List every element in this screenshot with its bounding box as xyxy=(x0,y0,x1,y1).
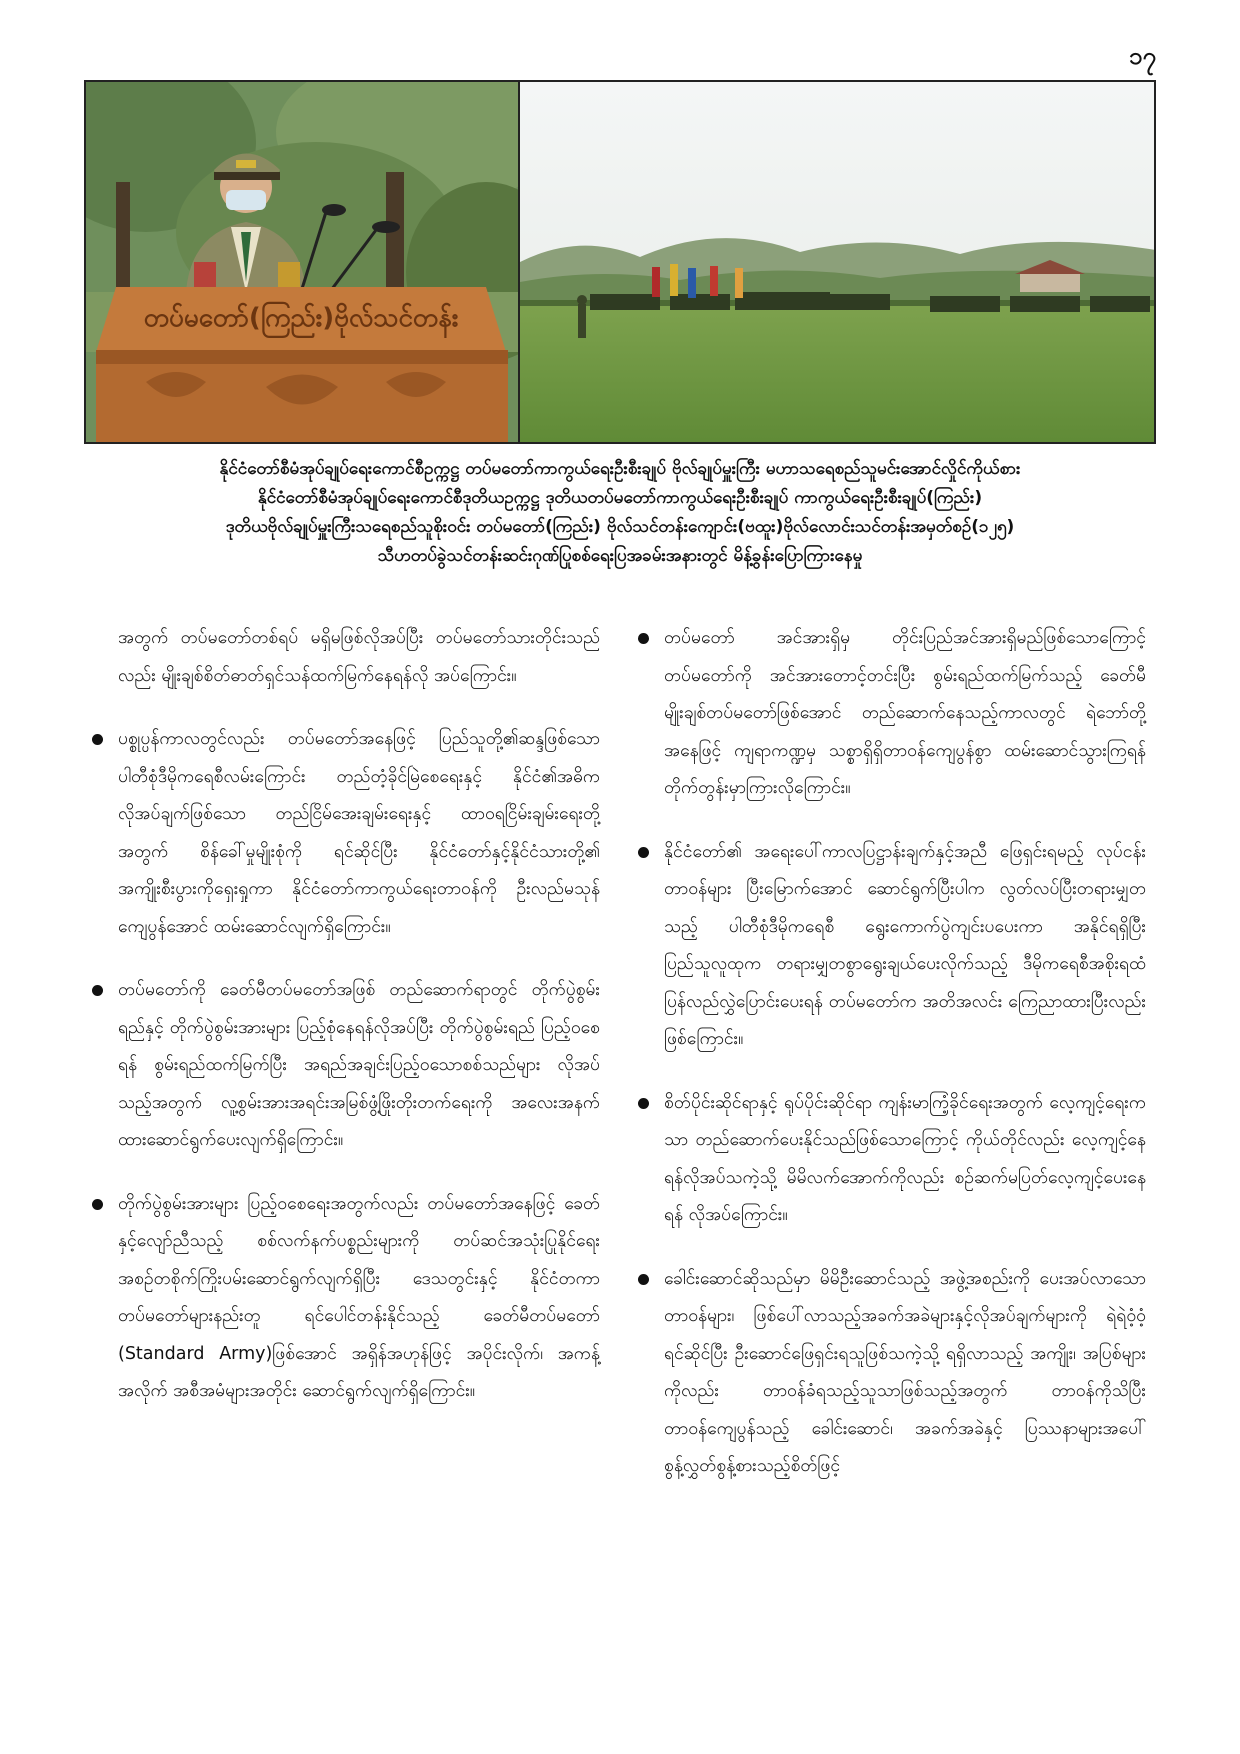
bullet-dot-icon xyxy=(638,847,649,858)
parade-photo xyxy=(518,82,1154,442)
bullet-dot-icon xyxy=(638,633,649,644)
bullet-text: နိုင်ငံတော်၏ အရေးပေါ်ကာလပြဋ္ဌာန်းချက်နှင့်အညီ ဖြေရှင်းရမည့် လုပ်ငန်းတာဝန်များ ပြီးမြောက်အောင် ဆောင်ရွက်ပြီးပါက လွတ်လပ်ပြီးတရားမျှတသည့် ပါတီစုံဒီမိုကရေစီ ရွေးကောက်ပွဲကျင်းပပေးကာ အနိုင်ရရှိပြီး ပြည်သူလူထုက တရားမျှတစွာရွေးချယ်ပေးလိုက်သည့် ဒီမိုကရေစီအစိုးရထံ ပြန်လည်လွှဲပြောင်းပေးရန် တပ်မတော်က အတိအလင်း ကြေညာထားပြီးလည်း ဖြစ်ကြောင်း။ xyxy=(664,841,1146,1049)
podium-inscription: တပ်မတော်(ကြည်း)ဗိုလ်သင်တန်း xyxy=(143,303,459,333)
bullet-dot-icon xyxy=(638,1274,649,1285)
bullet-text: တပ်မတော် အင်အားရှိမှ တိုင်းပြည်အင်အားရှိမည်ဖြစ်သောကြောင့် တပ်မတော်ကို အင်အားတောင့်တင်းပြီး စွမ်းရည်ထက်မြက်သည့် ခေတ်မီမျိုးချစ်တပ်မတော်ဖြစ်အောင် တည်ဆောက်နေသည့်ကာလတွင် ရဲဘော်တို့အနေဖြင့် ကျရာကဏ္ဍမှ သစ္စာရှိရှိတာဝန်ကျေပွန်စွာ ထမ်းဆောင်သွားကြရန် တိုက်တွန်းမှာကြားလိုကြောင်း။ xyxy=(664,628,1146,798)
left-column xyxy=(90,620,600,1437)
caption-line: ဒုတိယဗိုလ်ချုပ်မှူးကြီးသရေစည်သူစိုးဝင်း တပ်မတော်(ကြည်း) ဗိုလ်သင်တန်းကျောင်း(ဗထူး)ဗိုလ်လောင်းသင်တန်းအမှတ်စဉ်(၁၂၅) xyxy=(225,517,1015,537)
bullet-text: စိတ်ပိုင်းဆိုင်ရာနှင့် ရုပ်ပိုင်းဆိုင်ရာ ကျန်းမာကြံ့ခိုင်ရေးအတွက် လေ့ကျင့်ရေးကသာ တည်ဆောက်ပေးနိုင်သည်ဖြစ်သောကြောင့် ကိုယ်တိုင်လည်း လေ့ကျင့်နေရန်လိုအပ်သကဲ့သို့ မိမိလက်အောက်ကိုလည်း စဉ်ဆက်မပြတ်လေ့ကျင့်ပေးနေရန် လိုအပ်ကြောင်း။ xyxy=(664,1092,1146,1225)
bullet-text: ပစ္စုပ္ပန်ကာလတွင်လည်း တပ်မတော်အနေဖြင့် ပြည်သူတို့၏ဆန္ဒဖြစ်သော ပါတီစုံဒီမိုကရေစီလမ်းကြောင်း တည်တံ့ခိုင်မြဲစေရေးနှင့် နိုင်ငံ၏အဓိကလိုအပ်ချက်ဖြစ်သော တည်ငြိမ်အေးချမ်းရေးနှင့် ထာဝရငြိမ်းချမ်းရေးတို့အတွက် စိန်ခေါ်မှုမျိုးစုံကို ရင်ဆိုင်ပြီး နိုင်ငံတော်နှင့်နိုင်ငံသားတို့၏ အကျိုးစီးပွားကိုရှေးရှုကာ နိုင်ငံတော်ကာကွယ်ရေးတာဝန်ကို ဦးလည်မသုန်ကျေပွန်အောင် ထမ်းဆောင်လျက်ရှိကြောင်း။ xyxy=(118,729,600,937)
speaker-photo xyxy=(86,82,518,442)
bullet-dot-icon xyxy=(92,734,103,745)
bullet-text: ခေါင်းဆောင်ဆိုသည်မှာ မိမိဦးဆောင်သည့် အဖွဲ့အစည်းကို ပေးအပ်လာသောတာဝန်များ၊ ဖြစ်ပေါ်လာသည့်အခက်အခဲများနှင့်လိုအပ်ချက်များကို ရဲရဲဝံ့ဝံ့ရင်ဆိုင်ပြီး ဦးဆောင်ဖြေရှင်းရသူဖြစ်သကဲ့သို့ ရရှိလာသည့် အကျိုး၊ အပြစ်များကိုလည်း တာဝန်ခံရသည့်သူသာဖြစ်သည့်အတွက် တာဝန်ကိုသိပြီး တာဝန်ကျေပွန်သည့် ခေါင်းဆောင်၊ အခက်အခဲနှင့် ပြဿနာများအပေါ် စွန့်လွှတ်စွန့်စားသည့်စိတ်ဖြင့် xyxy=(664,1268,1146,1476)
photo-panel xyxy=(84,80,1156,444)
bullet-item xyxy=(636,620,1146,808)
bullet-item xyxy=(90,1186,600,1411)
bullet-dot-icon xyxy=(92,1199,103,1210)
bullet-text: တပ်မတော်ကို ခေတ်မီတပ်မတော်အဖြစ် တည်ဆောက်ရာတွင် တိုက်ပွဲစွမ်းရည်နှင့် တိုက်ပွဲစွမ်းအားများ ပြည့်စုံနေရန်လိုအပ်ပြီး တိုက်ပွဲစွမ်းရည် ပြည့်ဝစေရန် စွမ်းရည်ထက်မြက်ပြီး အရည်အချင်းပြည့်ဝသောစစ်သည်များ လိုအပ်သည့်အတွက် လူ့စွမ်းအားအရင်းအမြစ်ဖွံ့ဖြိုးတိုးတက်ရေးကို အလေးအနက်ထားဆောင်ရွက်ပေးလျက်ရှိကြောင်း။ xyxy=(118,980,600,1150)
bullet-item xyxy=(636,834,1146,1059)
bullet-item xyxy=(90,721,600,946)
bullet-item xyxy=(636,1261,1146,1486)
paragraph-continuation: အတွက် တပ်မတော်တစ်ရပ် မရှိမဖြစ်လိုအပ်ပြီး တပ်မတော်သားတိုင်းသည်လည်း မျိုးချစ်စိတ်ဓာတ်ရှင်သန်ထက်မြက်နေရန်လို အပ်ကြောင်း။ xyxy=(118,628,600,686)
caption-line: သီဟတပ်ခွဲသင်တန်းဆင်းဂုဏ်ပြုစစ်ရေးပြအခမ်းအနားတွင် မိန့်ခွန်းပြောကြားနေမှု xyxy=(377,546,863,566)
bullet-item xyxy=(90,972,600,1160)
caption-line: နိုင်ငံတော်စီမံအုပ်ချုပ်ရေးကောင်စီဒုတိယဥက္ကဋ္ဌ ဒုတိယတပ်မတော်ကာကွယ်ရေးဦးစီးချုပ် ကာကွယ်ရေးဦးစီးချုပ်(ကြည်း) xyxy=(257,488,983,508)
bullet-item xyxy=(636,1085,1146,1235)
page-number: ၁၇ xyxy=(1129,42,1156,70)
bullet-text: တိုက်ပွဲစွမ်းအားများ ပြည့်ဝစေရေးအတွက်လည်း တပ်မတော်အနေဖြင့် ခေတ်နှင့်လျော်ညီသည့် စစ်လက်နက်ပစ္စည်းများကို တပ်ဆင်အသုံးပြုနိုင်ရေး အစဉ်တစိုက်ကြိုးပမ်းဆောင်ရွက်လျက်ရှိပြီး ဒေသတွင်းနှင့် နိုင်ငံတကာ တပ်မတော်များနည်းတူ ရင်ပေါင်တန်းနိုင်သည့် ခေတ်မီတပ်မတော် (Standard Army)ဖြစ်အောင် အရှိန်အဟုန်ဖြင့် အပိုင်းလိုက်၊ အကန့်အလိုက် အစီအမံများအတိုင်း ဆောင်ရွက်လျက်ရှိကြောင်း။ xyxy=(118,1193,600,1401)
bullet-dot-icon xyxy=(638,1098,649,1109)
right-column xyxy=(636,620,1146,1512)
bullet-dot-icon xyxy=(92,985,103,996)
photo-caption xyxy=(70,455,1170,571)
caption-line: နိုင်ငံတော်စီမံအုပ်ချုပ်ရေးကောင်စီဥက္ကဋ္ဌ တပ်မတော်ကာကွယ်ရေးဦးစီးချုပ် ဗိုလ်ချုပ်မှူးကြီး မဟာသရေစည်သူမင်းအောင်လှိုင်ကိုယ်စား xyxy=(219,459,1021,479)
